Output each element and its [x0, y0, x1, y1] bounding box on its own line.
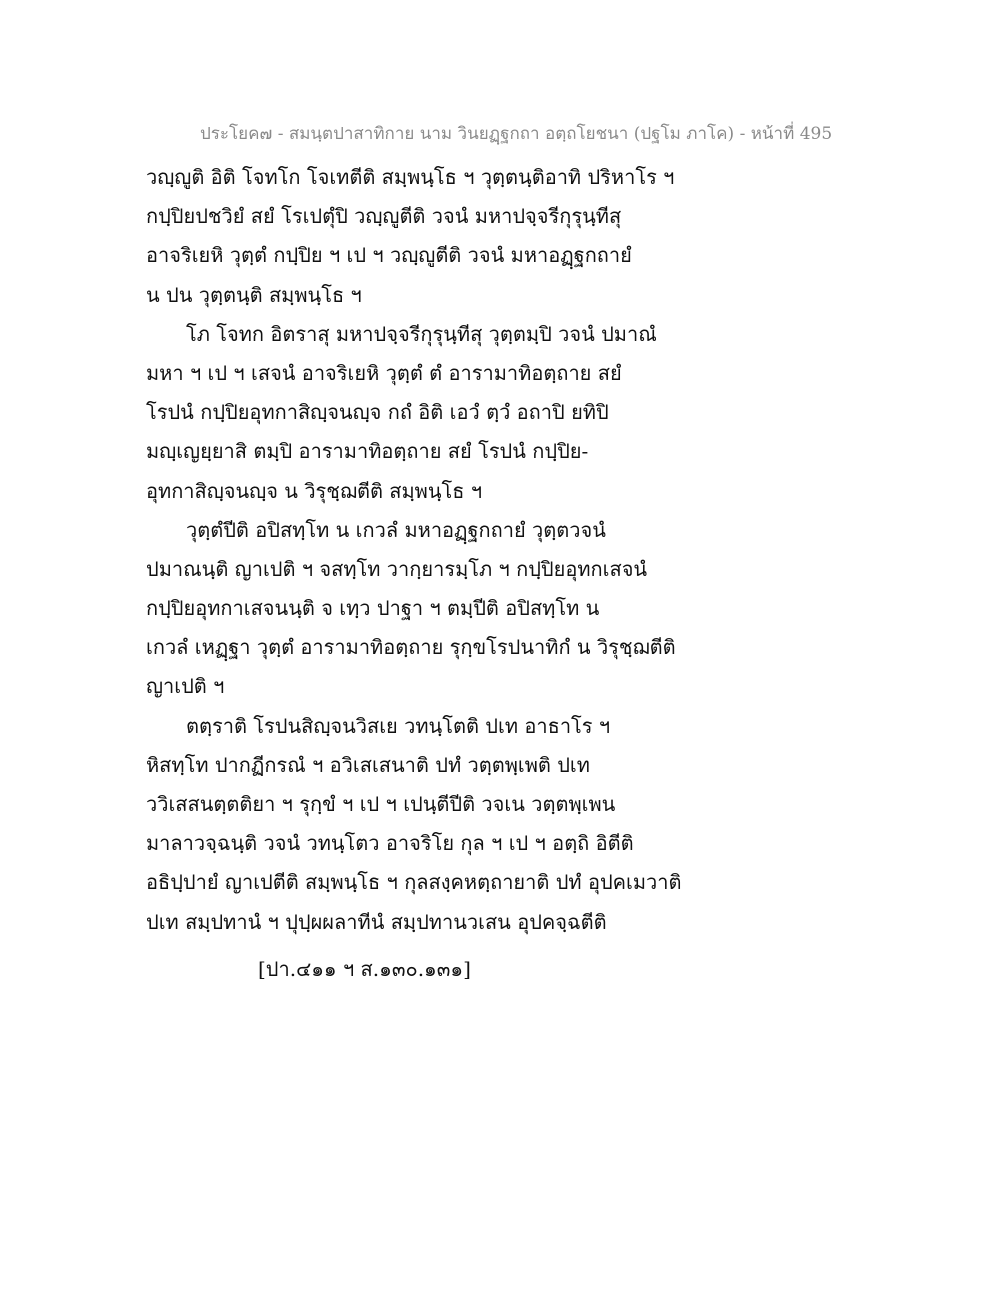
paragraph-first-line: วุตฺตํปีติ อปิสทฺโท น เกวลํ มหาอฏฺฐกถายํ วุตฺตวจนํ — [186, 517, 606, 542]
page-reference: [ปา.๔๑๑ ฯ ส.๑๓๐.๑๓๑] — [258, 957, 471, 981]
text-line: ววิเสสนตฺตติยา ฯ รุกฺขํ ฯ เป ฯ เปนฺตีปีติ วจเน วตฺตพฺเพน — [146, 792, 616, 816]
running-header: ประโยค๗ - สมนฺตปาสาทิกาย นาม วินยฏฺฐกถา อตฺถโยชนา (ปฐโม ภาโค) - หน้าที่ 495 — [200, 124, 833, 144]
text-line: กปฺปิยปชวิยํ สยํ โรเปตุํปิ วญฺญูตีติ วจนํ มหาปจฺจรีกุรุนฺทีสุ — [146, 204, 622, 229]
text-line: โรปนํ กปฺปิยอุทกาสิญฺจนญฺจ กถํ อิติ เอวํ ตฺวํ อถาปิ ยทิปิ — [146, 400, 609, 425]
text-line: อธิปฺปายํ ญาเปตีติ สมฺพนฺโธ ฯ กุลสงฺคหตฺถายาติ ปทํ อุปคเมวาติ — [146, 870, 682, 895]
text-line: อุทกาสิญฺจนญฺจ น วิรุชฺฌตีติ สมฺพนฺโธ ฯ — [146, 478, 483, 503]
text-line: มญฺเญยฺยาสิ ตมฺปิ อารามาทิอตฺถาย สยํ โรปนํ กปฺปิย- — [146, 439, 589, 464]
text-line: อาจริเยหิ วุตฺตํ กปฺปิย ฯ เป ฯ วญฺญูตีติ วจนํ มหาอฏฺฐกถายํ — [146, 243, 632, 268]
text-line: เกวลํ เหฏฺฐา วุตฺตํ อารามาทิอตฺถาย รุกฺขโรปนาทิกํ น วิรุชฺฌตีติ — [146, 635, 676, 660]
text-line: ปมาณนฺติ ญาเปติ ฯ จสทฺโท วากฺยารมฺโภ ฯ กปฺปิยอุทกเสจนํ — [146, 556, 648, 581]
text-line: ญาเปติ ฯ — [146, 674, 225, 699]
paragraph-first-line: ตตฺราติ โรปนสิญฺจนวิสเย วทนฺโตติ ปเท อาธาโร ฯ — [186, 713, 611, 738]
text-line: วญฺญูติ อิติ โจทโก โจเทตีติ สมฺพนฺโธ ฯ วุตฺตนฺติอาทิ ปริหาโร ฯ — [146, 165, 675, 189]
text-line: หิสทฺโท ปากฏีกรณํ ฯ อวิเสเสนาติ ปทํ วตฺตพฺเพติ ปเท — [146, 752, 590, 777]
text-line: มาลาวจฺฉนฺติ วจนํ วทนฺโตว อาจริโย กุล ฯ เป ฯ อตฺถิ อิตีติ — [146, 831, 634, 856]
text-line: กปฺปิยอุทกาเสจนนฺติ จ เทฺว ปาฐา ฯ ตมฺปีติ อปิสทฺโท น — [146, 596, 600, 621]
text-line: ปเท สมฺปทานํ ฯ ปุปฺผผลาทีนํ สมฺปทานวเสน อุปคจฺฉตีติ — [146, 909, 607, 934]
text-line: มหา ฯ เป ฯ เสจนํ อาจริเยหิ วุตฺตํ ตํ อารามาทิอตฺถาย สยํ — [146, 360, 622, 385]
paragraph-first-line: โภ โจทก อิตราสุ มหาปจฺจรีกุรุนฺทีสุ วุตฺตมฺปิ วจนํ ปมาณํ — [186, 321, 657, 346]
body-text — [146, 158, 682, 942]
text-line: น ปน วุตฺตนฺติ สมฺพนฺโธ ฯ — [146, 282, 362, 307]
